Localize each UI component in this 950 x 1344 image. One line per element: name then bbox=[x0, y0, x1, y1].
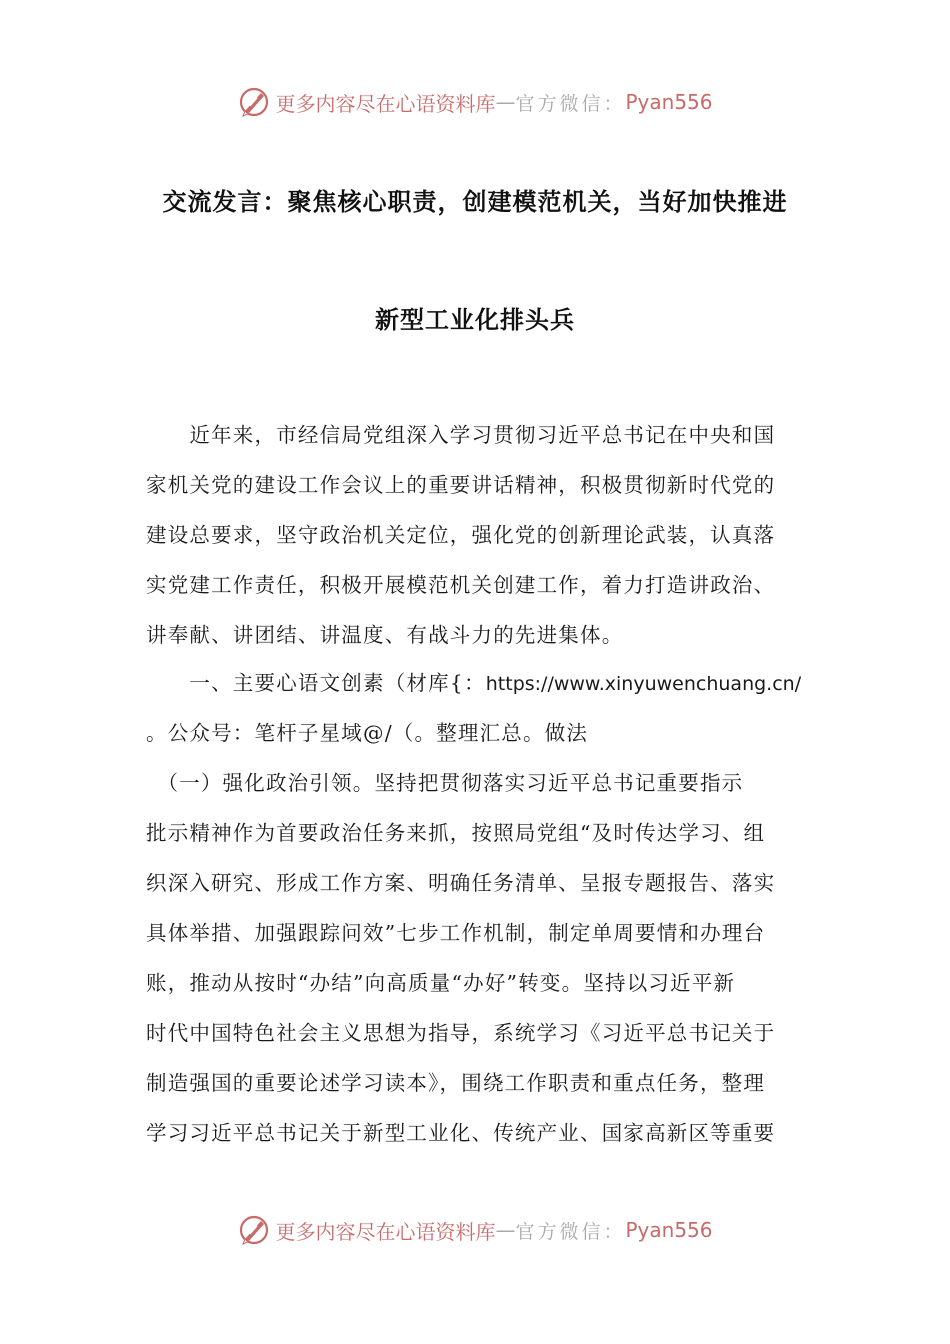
body-line: （一）强化政治引领。坚持把贯彻落实习近平总书记重要指示 bbox=[146, 771, 744, 795]
banner-official-label: 官方微信： bbox=[515, 92, 626, 115]
body-line: 讲奉献、讲团结、讲温度、有战斗力的先进集体。 bbox=[146, 623, 624, 647]
banner-separator: — bbox=[495, 90, 516, 114]
pen-circle-logo-icon bbox=[237, 1213, 271, 1247]
section-heading-prefix: 一、主要心语文创素（材库{： bbox=[146, 671, 486, 695]
body-line: 建设总要求，坚守政治机关定位，强化党的创新理论武装，认真落 bbox=[146, 523, 776, 547]
banner-wechat-id: Pyan556 bbox=[625, 1218, 713, 1242]
body-line: 学习习近平总书记关于新型工业化、传统产业、国家高新区等重要 bbox=[146, 1121, 776, 1145]
banner-text: 更多内容尽在心语资料库 bbox=[275, 91, 496, 116]
section-heading-cont: 。公众号：笔杆子星域@/（。整理汇总。做法 bbox=[146, 721, 589, 745]
source-url: https://www.xinyuwenchuang.cn/ bbox=[485, 673, 802, 695]
banner-official-label: 官方微信： bbox=[515, 1220, 626, 1243]
banner-wechat-id: Pyan556 bbox=[625, 90, 713, 114]
section-heading bbox=[146, 668, 801, 698]
document-title-line1: 交流发言：聚焦核心职责，创建模范机关，当好加快推进 bbox=[162, 188, 788, 216]
body-line: 织深入研究、形成工作方案、明确任务清单、呈报专题报告、落实 bbox=[146, 871, 776, 895]
body-line: 实党建工作责任，积极开展模范机关创建工作，着力打造讲政治、 bbox=[146, 573, 776, 597]
body-line: 近年来，市经信局党组深入学习贯彻习近平总书记在中央和国 bbox=[146, 423, 776, 447]
body-line: 家机关党的建设工作会议上的重要讲话精神，积极贯彻新时代党的 bbox=[146, 473, 776, 497]
document-title-line2: 新型工业化排头兵 bbox=[375, 306, 575, 334]
body-line: 账，推动从按时“办结”向高质量“办好”转变。坚持以习近平新 bbox=[146, 971, 736, 995]
body-line: 时代中国特色社会主义思想为指导，系统学习《习近平总书记关于 bbox=[146, 1021, 776, 1045]
banner-separator: — bbox=[495, 1218, 516, 1242]
body-line: 具体举措、加强跟踪问效”七步工作机制，制定单周要情和办理台 bbox=[146, 921, 766, 945]
footer-banner bbox=[0, 1210, 950, 1250]
header-banner bbox=[0, 82, 950, 122]
body-line: 制造强国的重要论述学习读本》，围绕工作职责和重点任务，整理 bbox=[146, 1071, 766, 1095]
body-line: 批示精神作为首要政治任务来抓，按照局党组“及时传达学习、组 bbox=[146, 821, 766, 845]
banner-text: 更多内容尽在心语资料库 bbox=[275, 1219, 496, 1244]
pen-circle-logo-icon bbox=[237, 85, 271, 119]
